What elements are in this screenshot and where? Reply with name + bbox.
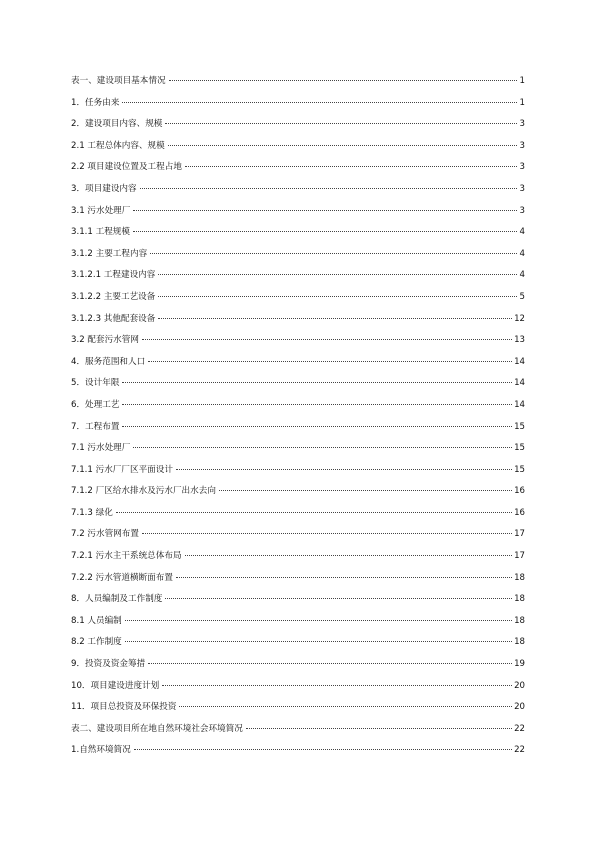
toc-dot-leader bbox=[176, 469, 512, 470]
toc-entry-title: 7.1.2 厂区给水排水及污水厂出水去向 bbox=[71, 486, 216, 497]
toc-entry[interactable] bbox=[71, 438, 525, 460]
toc-dot-leader bbox=[125, 641, 512, 642]
toc-dot-leader bbox=[142, 339, 512, 340]
toc-dot-leader bbox=[176, 577, 512, 578]
toc-entry[interactable] bbox=[71, 524, 525, 546]
toc-entry[interactable] bbox=[71, 632, 525, 654]
toc-entry[interactable] bbox=[71, 157, 525, 179]
toc-entry-title: 3.1 污水处理厂 bbox=[71, 205, 131, 216]
toc-dot-leader bbox=[165, 123, 517, 124]
toc-entry-page-number: 3 bbox=[519, 140, 525, 151]
toc-entry[interactable] bbox=[71, 71, 525, 93]
toc-entry-title: 3.1.2.1 工程建设内容 bbox=[71, 270, 156, 281]
toc-dot-leader bbox=[125, 620, 512, 621]
toc-entry-title: 3.2 配套污水管网 bbox=[71, 335, 139, 346]
toc-entry-page-number: 22 bbox=[514, 745, 525, 756]
toc-entry[interactable] bbox=[71, 546, 525, 568]
toc-entry-page-number: 20 bbox=[514, 702, 525, 713]
toc-entry-page-number: 19 bbox=[514, 659, 525, 670]
toc-entry[interactable] bbox=[71, 309, 525, 331]
toc-entry[interactable] bbox=[71, 330, 525, 352]
toc-entry-title: 3.1.2.3 其他配套设备 bbox=[71, 313, 156, 324]
toc-entry[interactable] bbox=[71, 611, 525, 633]
toc-dot-leader bbox=[116, 512, 512, 513]
toc-entry-page-number: 17 bbox=[514, 529, 525, 540]
toc-entry-page-number: 1 bbox=[519, 97, 525, 108]
toc-entry-title: 3．项目建设内容 bbox=[71, 183, 137, 194]
toc-entry[interactable] bbox=[71, 222, 525, 244]
toc-entry[interactable] bbox=[71, 568, 525, 590]
toc-dot-leader bbox=[162, 685, 512, 686]
toc-dot-leader bbox=[148, 663, 512, 664]
toc-entry-page-number: 18 bbox=[514, 594, 525, 605]
toc-entry-title: 7.2.1 污水主干系统总体布局 bbox=[71, 551, 182, 562]
toc-entry[interactable] bbox=[71, 676, 525, 698]
toc-entry-page-number: 15 bbox=[514, 443, 525, 454]
toc-entry-title: 8.1 人员编制 bbox=[71, 615, 122, 626]
toc-entry[interactable] bbox=[71, 503, 525, 525]
toc-entry-title: 4．服务范围和人口 bbox=[71, 356, 146, 367]
toc-dot-leader bbox=[122, 426, 512, 427]
toc-entry-title: 11．项目总投资及环保投资 bbox=[71, 702, 177, 713]
toc-entry-page-number: 12 bbox=[514, 313, 525, 324]
toc-entry-page-number: 20 bbox=[514, 680, 525, 691]
toc-entry-title: 7.1.3 绿化 bbox=[71, 507, 113, 518]
toc-entry-title: 8.2 工作制度 bbox=[71, 637, 122, 648]
toc-entry-title: 6．处理工艺 bbox=[71, 399, 120, 410]
toc-entry[interactable] bbox=[71, 373, 525, 395]
toc-entry-page-number: 5 bbox=[519, 291, 525, 302]
toc-entry-title: 3.1.2.2 主要工艺设备 bbox=[71, 291, 156, 302]
toc-entry[interactable] bbox=[71, 179, 525, 201]
toc-entry[interactable] bbox=[71, 481, 525, 503]
toc-dot-leader bbox=[122, 382, 512, 383]
toc-dot-leader bbox=[158, 318, 512, 319]
toc-entry-title: 1．任务由来 bbox=[71, 97, 120, 108]
toc-entry-title: 8．人员编制及工作制度 bbox=[71, 594, 163, 605]
toc-entry-title: 5．设计年限 bbox=[71, 378, 120, 389]
toc-entry[interactable] bbox=[71, 93, 525, 115]
toc-entry-page-number: 14 bbox=[514, 356, 525, 367]
toc-entry-page-number: 14 bbox=[514, 378, 525, 389]
table-of-contents bbox=[71, 71, 525, 762]
toc-entry-page-number: 4 bbox=[519, 270, 525, 281]
toc-entry-page-number: 18 bbox=[514, 637, 525, 648]
toc-entry-page-number: 1 bbox=[519, 76, 525, 86]
toc-entry[interactable] bbox=[71, 244, 525, 266]
toc-entry-page-number: 16 bbox=[514, 507, 525, 518]
toc-entry-title: 1.自然环境简况 bbox=[71, 745, 131, 756]
toc-entry-page-number: 3 bbox=[519, 162, 525, 173]
toc-dot-leader bbox=[219, 490, 512, 491]
toc-entry-title: 表二、建设项目所在地自然环境社会环境简况 bbox=[71, 723, 243, 734]
toc-entry[interactable] bbox=[71, 287, 525, 309]
toc-entry[interactable] bbox=[71, 417, 525, 439]
toc-dot-leader bbox=[158, 296, 517, 297]
toc-entry[interactable] bbox=[71, 740, 525, 762]
toc-dot-leader bbox=[169, 80, 517, 81]
toc-dot-leader bbox=[185, 166, 517, 167]
toc-dot-leader bbox=[148, 361, 512, 362]
toc-entry-title: 7.1.1 污水厂厂区平面设计 bbox=[71, 464, 173, 475]
toc-entry-page-number: 16 bbox=[514, 486, 525, 497]
toc-dot-leader bbox=[179, 706, 512, 707]
toc-entry-title: 10．项目建设进度计划 bbox=[71, 680, 160, 691]
toc-dot-leader bbox=[158, 274, 517, 275]
toc-entry-page-number: 4 bbox=[519, 227, 525, 238]
toc-dot-leader bbox=[134, 749, 512, 750]
toc-entry-title: 7.2.2 污水管道横断面布置 bbox=[71, 572, 173, 583]
toc-entry-title: 7．工程布置 bbox=[71, 421, 120, 432]
toc-entry-title: 3.1.2 主要工程内容 bbox=[71, 248, 148, 259]
toc-dot-leader bbox=[165, 598, 512, 599]
toc-entry[interactable] bbox=[71, 136, 525, 158]
toc-entry[interactable] bbox=[71, 589, 525, 611]
toc-entry-page-number: 3 bbox=[519, 119, 525, 130]
toc-entry-page-number: 3 bbox=[519, 183, 525, 194]
toc-entry-title: 9．投资及资金筹措 bbox=[71, 659, 146, 670]
toc-dot-leader bbox=[168, 145, 517, 146]
toc-entry-title: 表一、建设项目基本情况 bbox=[71, 76, 166, 86]
toc-entry[interactable] bbox=[71, 352, 525, 374]
toc-entry-page-number: 18 bbox=[514, 572, 525, 583]
toc-entry[interactable] bbox=[71, 114, 525, 136]
toc-entry[interactable] bbox=[71, 697, 525, 719]
toc-entry-title: 2.1 工程总体内容、规模 bbox=[71, 140, 165, 151]
toc-entry[interactable] bbox=[71, 719, 525, 741]
toc-entry-page-number: 15 bbox=[514, 421, 525, 432]
toc-dot-leader bbox=[246, 728, 512, 729]
toc-dot-leader bbox=[122, 404, 512, 405]
toc-dot-leader bbox=[142, 533, 512, 534]
toc-entry-page-number: 17 bbox=[514, 551, 525, 562]
toc-entry-page-number: 13 bbox=[514, 335, 525, 346]
toc-dot-leader bbox=[150, 253, 517, 254]
toc-dot-leader bbox=[140, 188, 517, 189]
toc-dot-leader bbox=[185, 555, 513, 556]
toc-entry-page-number: 18 bbox=[514, 615, 525, 626]
toc-entry-page-number: 3 bbox=[519, 205, 525, 216]
toc-entry[interactable] bbox=[71, 654, 525, 676]
toc-entry[interactable] bbox=[71, 395, 525, 417]
toc-entry-page-number: 15 bbox=[514, 464, 525, 475]
toc-entry[interactable] bbox=[71, 201, 525, 223]
toc-entry-title: 7.1 污水处理厂 bbox=[71, 443, 131, 454]
toc-dot-leader bbox=[133, 210, 517, 211]
toc-entry[interactable] bbox=[71, 460, 525, 482]
toc-entry-page-number: 14 bbox=[514, 399, 525, 410]
toc-entry-title: 2.2 项目建设位置及工程占地 bbox=[71, 162, 182, 173]
toc-entry-title: 7.2 污水管网布置 bbox=[71, 529, 139, 540]
toc-dot-leader bbox=[122, 102, 517, 103]
toc-entry-title: 3.1.1 工程规模 bbox=[71, 227, 130, 238]
toc-entry[interactable] bbox=[71, 265, 525, 287]
toc-entry-page-number: 4 bbox=[519, 248, 525, 259]
toc-entry-title: 2．建设项目内容、规模 bbox=[71, 119, 163, 130]
toc-entry-page-number: 22 bbox=[514, 723, 525, 734]
toc-dot-leader bbox=[133, 447, 512, 448]
toc-dot-leader bbox=[133, 231, 517, 232]
